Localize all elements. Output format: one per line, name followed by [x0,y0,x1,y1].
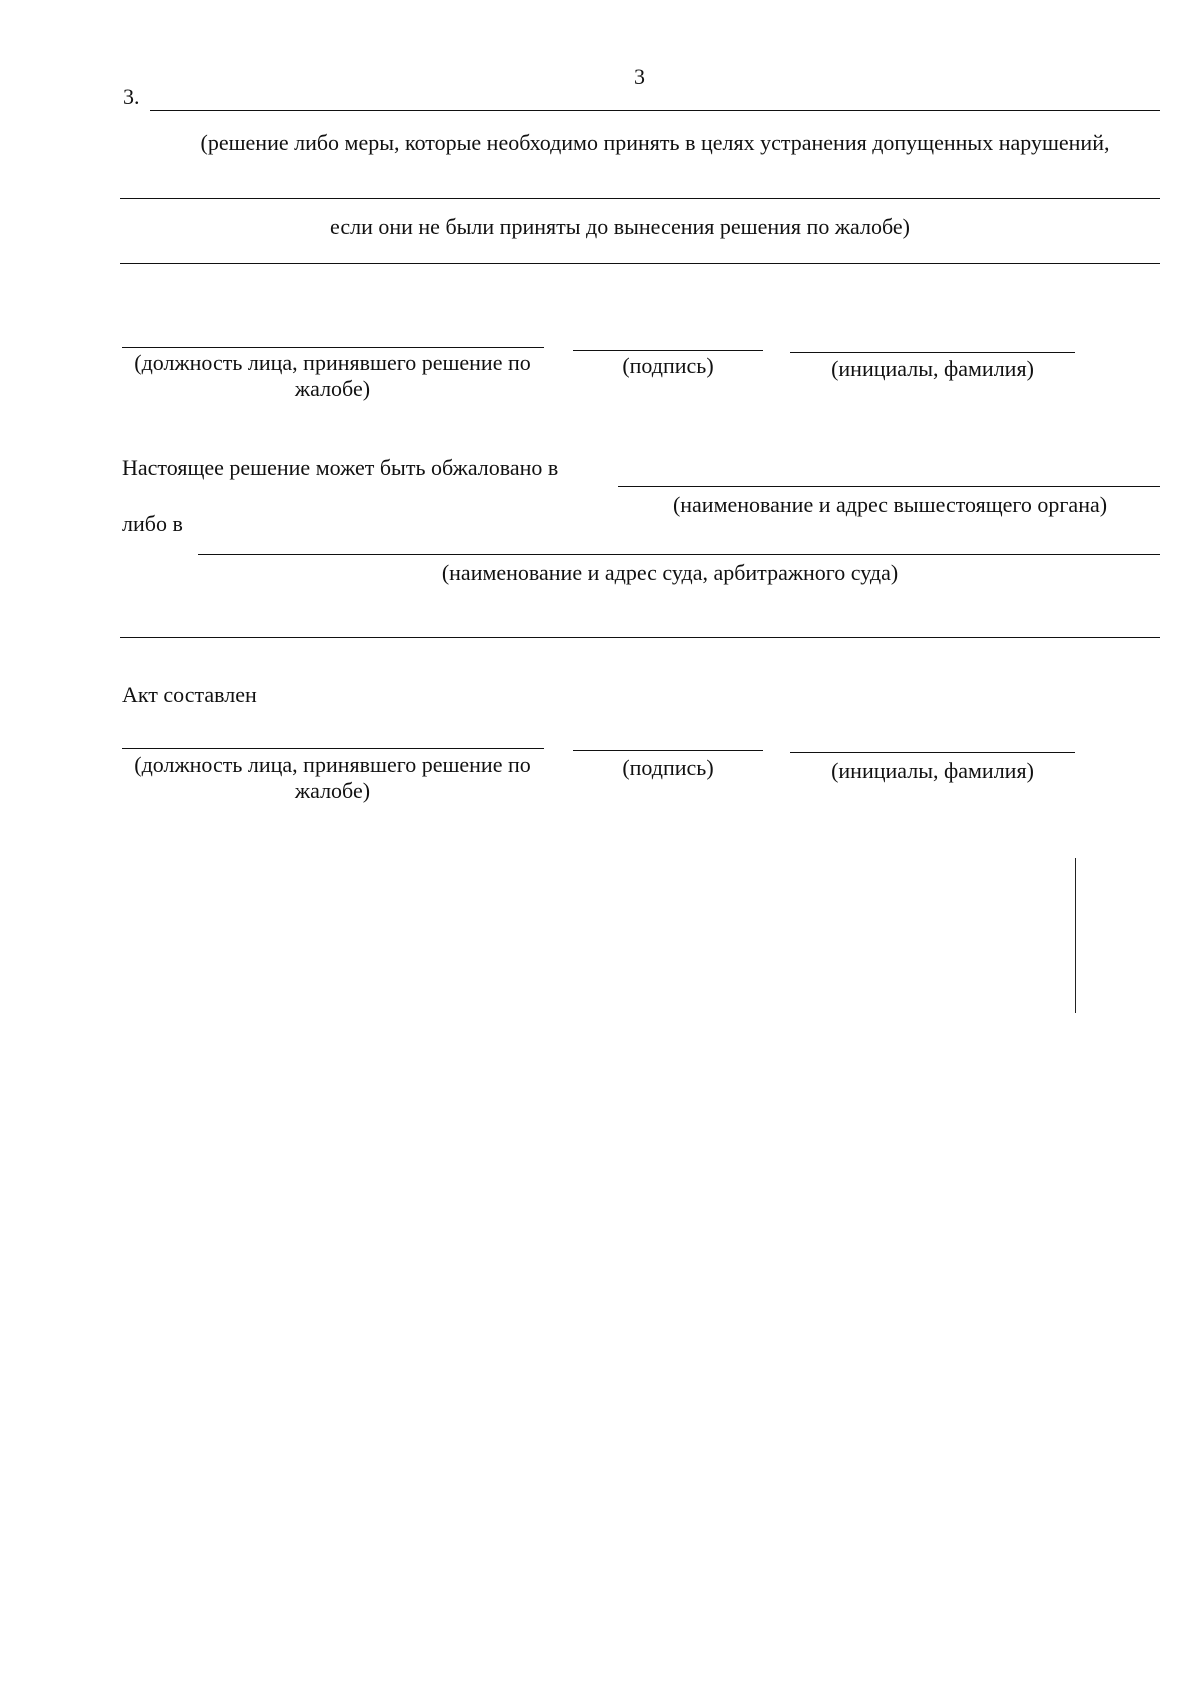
position-line-2[interactable] [122,748,544,749]
name-caption-2: (инициалы, фамилия) [831,758,1034,783]
appeal-line-1[interactable] [618,486,1160,487]
name-caption-1: (инициалы, фамилия) [831,356,1034,381]
item-fill-line-2[interactable] [120,198,1160,199]
signature-caption-2: (подпись) [622,755,714,780]
signature-line-1[interactable] [573,350,763,351]
position-line-1[interactable] [122,347,544,348]
name-line-1[interactable] [790,352,1075,353]
appeal-text-1: Настоящее решение может быть обжаловано в [122,455,559,480]
scan-edge-line [1075,858,1076,1013]
signature-caption-1: (подпись) [622,353,714,378]
page-number: 3 [634,64,645,89]
appeal-line-3[interactable] [120,637,1160,638]
position-caption-2: (должность лица, принявшего решение по жалобе) [134,752,531,803]
appeal-line-2[interactable] [198,554,1160,555]
item-fill-line-3[interactable] [120,263,1160,264]
item-number: 3. [123,84,140,109]
appeal-caption-1: (наименование и адрес вышестоящего органа) [672,492,1108,517]
act-label: Акт составлен [122,682,257,707]
item-caption-2: если они не были приняты до вынесения решения по жалобе) [330,214,910,239]
appeal-text-2: либо в [122,511,183,536]
position-caption-1: (должность лица, принявшего решение по жалобе) [134,350,531,401]
appeal-caption-2: (наименование и адрес суда, арбитражного суда) [441,560,899,585]
item-caption-1: (решение либо меры, которые необходимо принять в целях устранения допущенных нарушений, [200,130,1110,155]
name-line-2[interactable] [790,752,1075,753]
signature-line-2[interactable] [573,750,763,751]
item-fill-line-1[interactable] [150,110,1160,111]
